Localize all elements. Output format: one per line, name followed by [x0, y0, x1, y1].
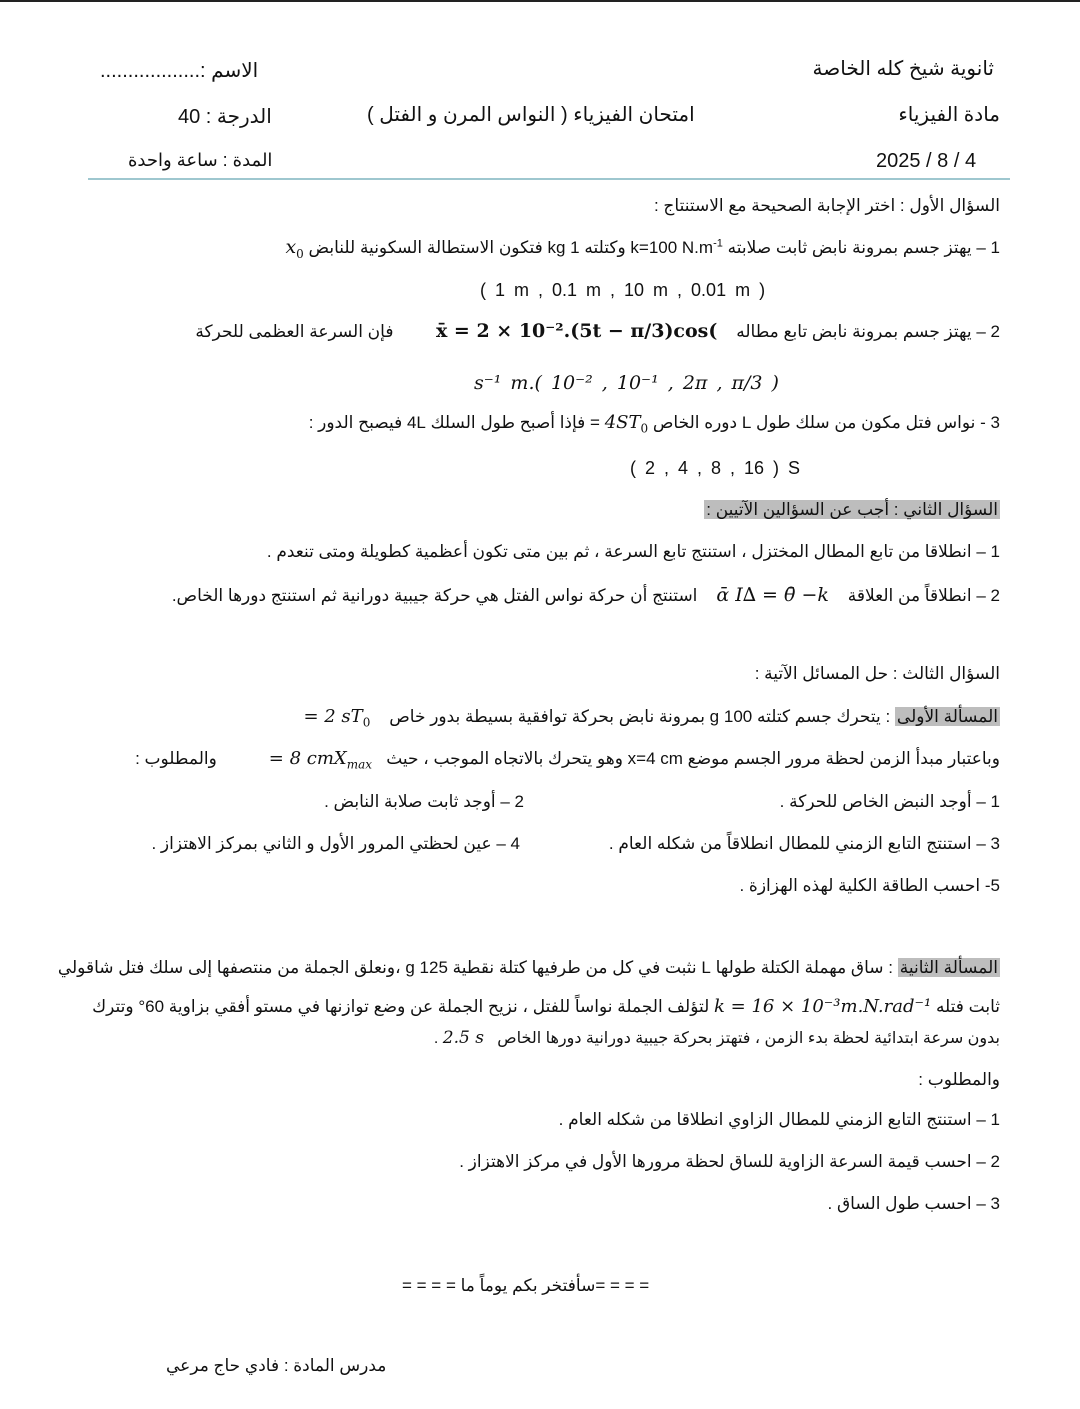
school-name: ثانوية شيخ كله الخاصة [812, 58, 994, 80]
q3-p2-req2: 2 – احسب قيمة السرعة الزاوية للساق لحظة مرورها الأول في مركز الاهتزاز . [459, 1152, 1000, 1171]
q1-item1-k: k=100 $N.m^{-1}$ [630, 237, 723, 257]
q3-p1-req2: 2 – أوجد ثابت صلابة النابض . [324, 792, 524, 811]
q3-title: السؤال الثالث : حل المسائل الآتية : [754, 664, 1000, 683]
q3-p2-period: 2.5 s [442, 1028, 484, 1048]
q1-item1-text-a: 1 – يهتز جسم بمرونة نابض ثابت صلابته [727, 238, 1000, 257]
q3-p2-required: والمطلوب : [918, 1070, 1000, 1089]
q3-p2-line3: بدون سرعة ابتدائية لحظة بدء الزمن ، فتهتز بحركة جيبية دورانية دورها الخاص 2.5 s . [433, 1028, 1000, 1048]
q1-item1-text-b: وكتلته 1 kg فتكون الاستطالة السكونية للنابض [308, 238, 626, 257]
q3-p1-line1-text: : يتحرك جسم كتلته 100 g بمرونة نابض بحركة توافقية بسيطة بدور خاص [389, 707, 891, 726]
q1-item3 [309, 412, 1000, 436]
subject-label: مادة الفيزياء [898, 104, 1000, 126]
grade-label: الدرجة : 40 [178, 106, 272, 128]
q3-p1-req1: 1 – أوجد النبض الخاص للحركة . [779, 792, 1000, 811]
q1-title: السؤال الأول : اختر الإجابة الصحيحة مع الاستنتاج : [653, 196, 1000, 215]
q3-p2-req3: 3 – احسب طول الساق . [827, 1194, 1000, 1213]
q3-p2-req1: 1 – استنتج التابع الزمني للمطال الزاوي انطلاقا من شكله العام . [558, 1110, 1000, 1129]
q3-p2-line2-text-a: ثابت فتله [935, 997, 1000, 1016]
q2-item2 [172, 584, 1000, 606]
exam-duration: المدة : ساعة واحدة [128, 150, 273, 170]
q1-item3-text-b: = فإذا أصبح طول السلك 4L فيصبح الدور : [308, 413, 600, 432]
q1-item1 [285, 236, 1000, 261]
q3-p2-line2-text-b: لتؤلف الجملة نواساً للفتل ، نزيح الجملة عن وضع توازنها في مستو أفقي بزاوية 60° وتترك [92, 997, 710, 1016]
q3-p1-line2-text: وباعتبار مبدأ الزمن لحظة مرور الجسم موضع x=4 cm وهو يتحرك بالاتجاه الموجب ، حيث [386, 749, 1000, 768]
closing-line: = = = =سأفتخر بكم يوماً ما = = = = [402, 1276, 650, 1295]
q3-p1-req3: 3 – استنتج التابع الزمني للمطال انطلاقاً من شكله العام . [608, 834, 1000, 853]
q1-item1-options: ( 1 m , 0.1 m , 10 m , 0.01 m ) [480, 280, 766, 300]
q3-p2-line2 [92, 996, 1000, 1017]
q1-item2-options: s⁻¹ m.( 10⁻² , 10⁻¹ , 2π , π/3 ) [474, 372, 779, 394]
q3-p2-label: المسألة الثانية [899, 958, 998, 977]
q3-p2-formula: k = 16 × 10⁻³m.N.rad⁻¹ [714, 996, 932, 1017]
q3-p1-line1 [303, 706, 1000, 730]
q1-item1-x0: $x_0$ [285, 236, 304, 261]
q2-title-text: السؤال الثاني : أجب عن السؤالين الآتيين : [706, 500, 998, 519]
q1-item2 [195, 320, 1000, 342]
exam-date: 2025 / 8 / 4 [876, 150, 977, 172]
q3-p2-line1 [58, 958, 1000, 978]
q1-item3-text-a: 3 - نواس فتل مكون من سلك طول L دوره الخاص [652, 413, 1000, 432]
q3-p1-required: والمطلوب : [135, 749, 217, 768]
q1-item3-t0: $4ST_0$ [604, 412, 649, 436]
q2-title [704, 500, 1000, 520]
q1-item3-options: ( 2 , 4 , 8 , 16 ) S [630, 458, 801, 478]
q1-item2-text-a: 2 – يهتز جسم بمرونة نابض تابع مطاله [736, 322, 1000, 341]
q2-item2-formula: ᾱ I∆ = θ̄ −k [716, 584, 829, 606]
teacher-name: مدرس المادة : فادي حاج مرعي [166, 1356, 387, 1375]
header-divider [88, 178, 1010, 180]
q3-p1-xmax: = 8 cmX$_{max}$ [268, 748, 373, 772]
top-border [0, 0, 1080, 2]
exam-title: امتحان الفيزياء ( النواس المرن و الفتل ) [367, 104, 695, 126]
q1-item2-formula: x̄ = 2 × 10⁻².(5t − π/3)cos( [435, 320, 718, 342]
student-name-field: الاسم :.................. [100, 60, 259, 82]
q3-p2-line1-text: : ساق مهملة الكتلة طولها L نثبت في كل من طرفيها كتلة نقطية 125 g ،ونعلق الجملة من منتصفها إلى سلك فتل شاقولي [57, 958, 893, 977]
q3-p1-line2 [135, 748, 1000, 772]
q3-p1-req5: 5- احسب الطاقة الكلية لهذه الهزازة . [739, 876, 1000, 895]
q3-p1-t0: = 2 $sT_0$ [303, 706, 371, 730]
q3-p1-req4: 4 – عين لحظتي المرور الأول و الثاني بمركز الاهتزاز . [151, 834, 520, 853]
q1-item2-text-b: فإن السرعة العظمى للحركة [195, 322, 394, 341]
q2-item2-text-a: 2 – انطلاقاً من العلاقة [847, 586, 1000, 605]
q2-item1: 1 – انطلاقا من تابع المطال المختزل ، استنتج تابع السرعة ، ثم بين متى تكون أعظمية كطويلة ومتى تنعدم . [266, 542, 1000, 561]
q3-p2-line3-text: بدون سرعة ابتدائية لحظة بدء الزمن ، فتهتز بحركة جيبية دورانية دورها الخاص [497, 1030, 1000, 1047]
q2-item2-text-b: استنتج أن حركة نواس الفتل هي حركة جيبية دورانية ثم استنتج دورها الخاص. [171, 586, 698, 605]
q3-p1-label: المسألة الأولى [896, 707, 998, 726]
